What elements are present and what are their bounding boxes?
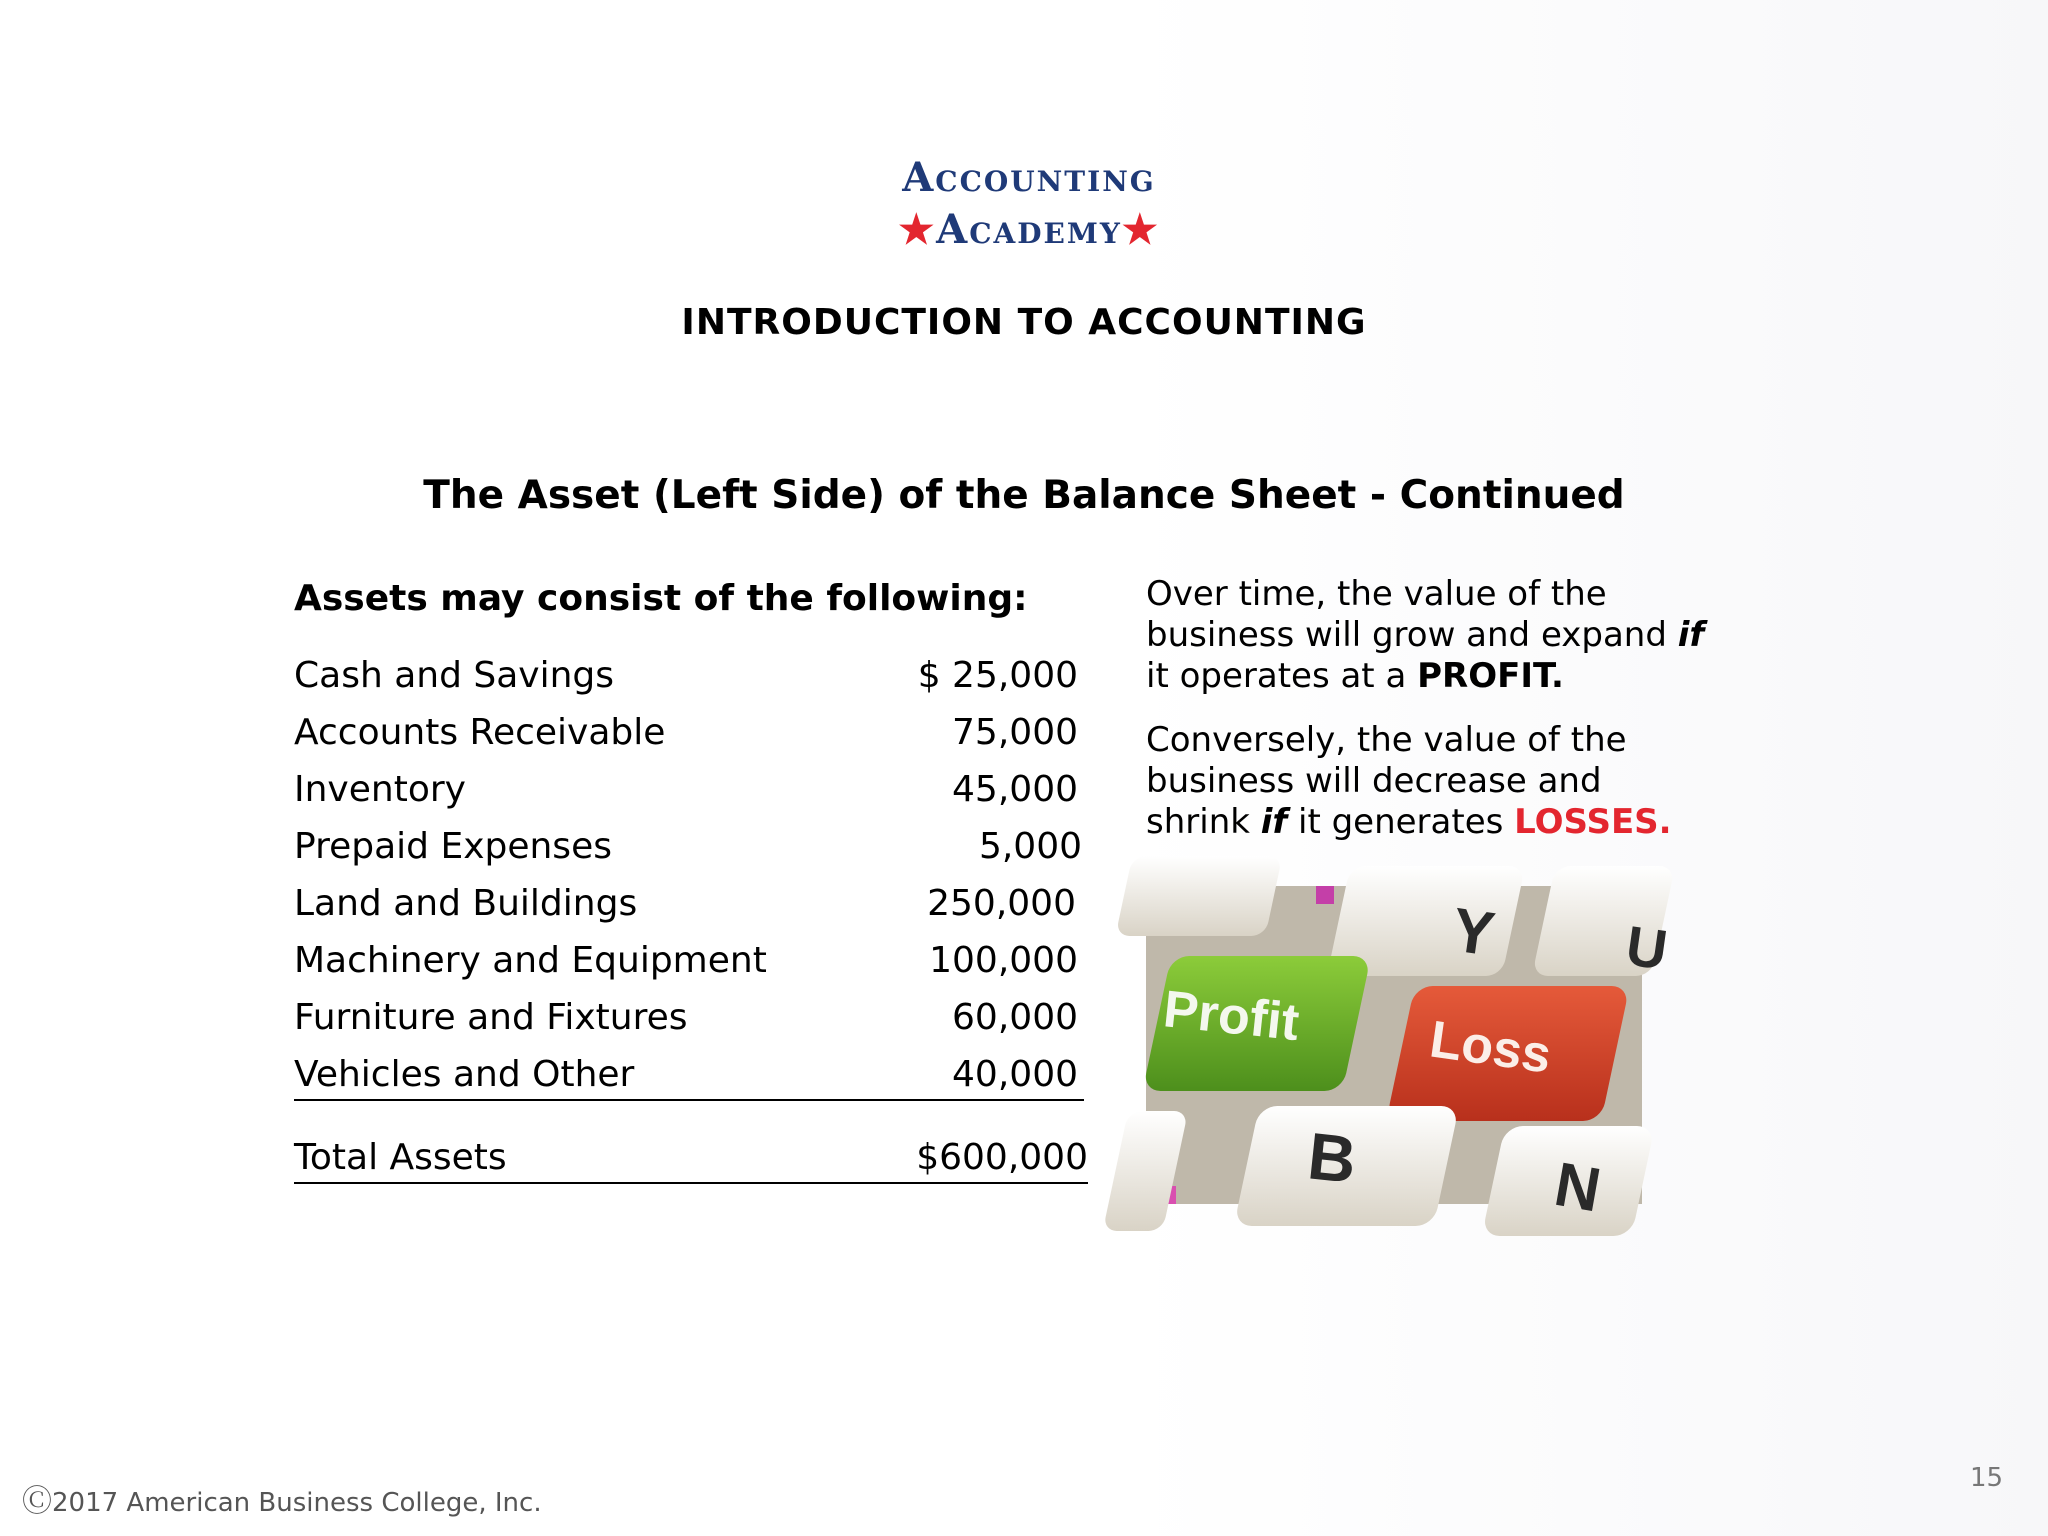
star-icon: ★ — [1121, 206, 1160, 253]
key-letter-n: N — [1549, 1149, 1606, 1226]
copyright-text: 2017 American Business College, Inc. — [52, 1488, 542, 1518]
key-label-loss: Loss — [1426, 1010, 1555, 1085]
asset-label: Prepaid Expenses — [294, 826, 612, 867]
key-partial — [1103, 1111, 1189, 1231]
losses-note — [1146, 720, 1706, 843]
asset-value: $ 25,000 — [917, 655, 1078, 696]
losses-note-if: if — [1260, 802, 1288, 842]
asset-row — [294, 882, 1084, 928]
asset-row — [294, 996, 1084, 1042]
asset-label: Cash and Savings — [294, 655, 615, 696]
profit-loss-keyboard-image — [1146, 886, 1672, 1226]
asset-value: 45,000 — [952, 769, 1078, 810]
asset-value: 5,000 — [978, 826, 1082, 867]
profit-note-if: if — [1677, 615, 1705, 655]
total-assets-row — [294, 1136, 1088, 1184]
accounting-academy-logo — [834, 150, 1224, 262]
page-number: 15 — [1970, 1463, 2004, 1493]
star-icon: ★ — [898, 206, 937, 253]
asset-row — [294, 1053, 1084, 1101]
asset-value: 40,000 — [952, 1054, 1078, 1095]
logo-line-2-text: Academy — [936, 206, 1122, 253]
key-label-profit: Profit — [1160, 980, 1302, 1053]
logo-line-1: Accounting — [902, 154, 1156, 201]
copyright-icon: Ⓒ — [22, 1484, 52, 1519]
course-title: INTRODUCTION TO ACCOUNTING — [681, 302, 1367, 343]
asset-value: 75,000 — [952, 712, 1078, 753]
total-assets-label: Total Assets — [294, 1137, 507, 1178]
asset-row — [294, 768, 1084, 814]
asset-label: Accounts Receivable — [294, 712, 666, 753]
key-letter-y: Y — [1448, 895, 1499, 970]
keyboard-bg-accent — [1316, 886, 1334, 904]
profit-note-text: Over time, the value of the business will grow and expand — [1146, 574, 1678, 655]
asset-value: 250,000 — [927, 883, 1076, 924]
asset-value: 60,000 — [952, 997, 1078, 1038]
key-letter-b: B — [1304, 1118, 1360, 1197]
slide-heading: The Asset (Left Side) of the Balance Sheet - Continued — [423, 473, 1625, 518]
asset-row — [294, 825, 1084, 871]
key-top-left — [1115, 856, 1282, 936]
asset-label: Inventory — [294, 769, 466, 810]
profit-note — [1146, 574, 1706, 697]
asset-row — [294, 711, 1084, 757]
key-letter-u: U — [1622, 913, 1672, 982]
footer-copyright — [22, 1486, 542, 1519]
profit-keyword: PROFIT. — [1417, 656, 1564, 696]
losses-note-middle: it generates — [1287, 802, 1515, 842]
keyboard-illustration — [1146, 886, 1672, 1226]
total-assets-value: $600,000 — [916, 1137, 1088, 1178]
asset-row — [294, 654, 1084, 700]
losses-note-text: Conversely, the value of the business will decrease and shrink — [1146, 720, 1627, 842]
logo-line-2 — [834, 206, 1224, 254]
profit-note-middle: it operates at a — [1146, 656, 1418, 696]
asset-label: Vehicles and Other — [294, 1054, 635, 1095]
losses-keyword: LOSSES. — [1514, 802, 1672, 842]
asset-label: Furniture and Fixtures — [294, 997, 688, 1038]
asset-label: Land and Buildings — [294, 883, 638, 924]
asset-value: 100,000 — [929, 940, 1078, 981]
asset-row — [294, 939, 1084, 985]
asset-label: Machinery and Equipment — [294, 940, 767, 981]
assets-heading: Assets may consist of the following: — [294, 578, 1028, 619]
